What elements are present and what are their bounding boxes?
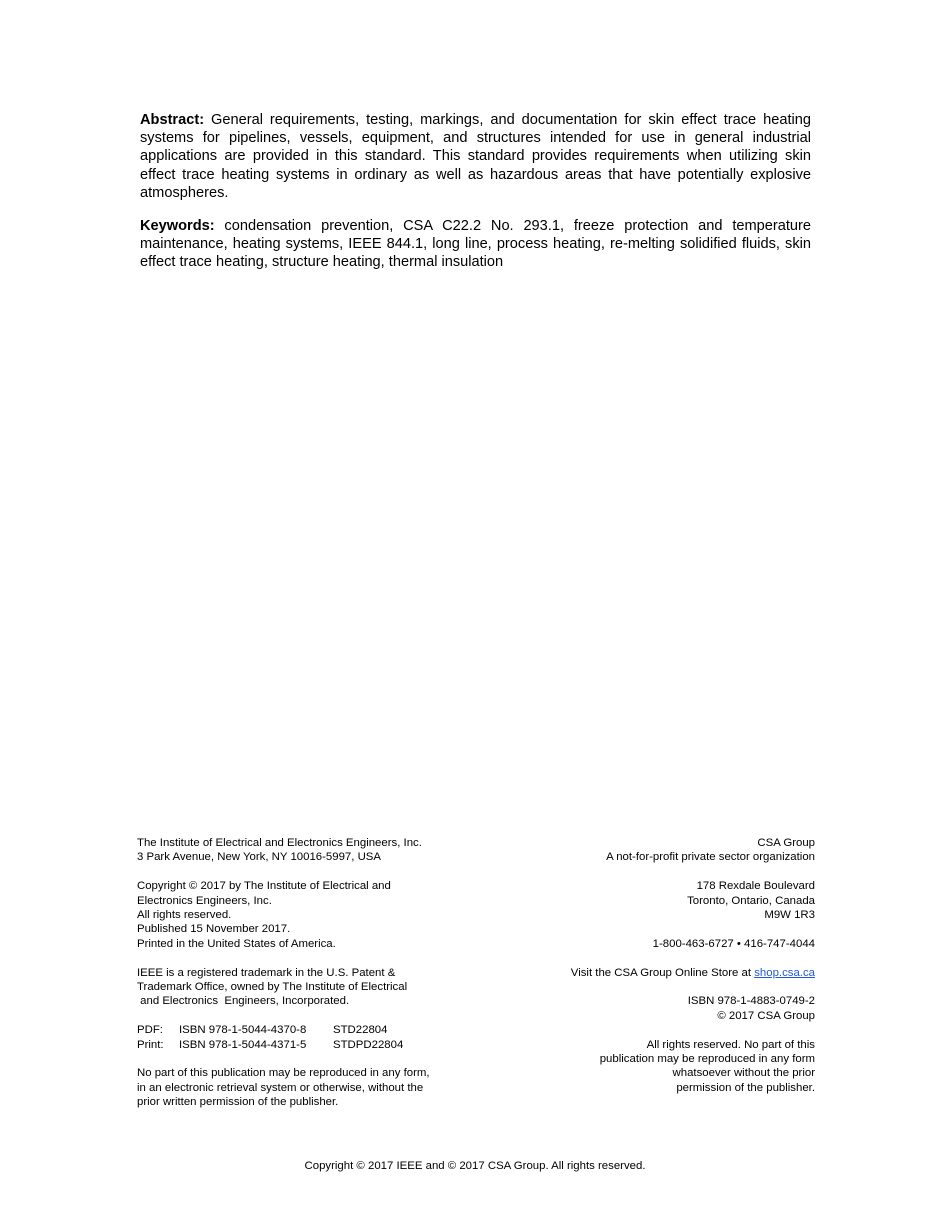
ieee-notice-line: in an electronic retrieval system or otherwise, without the <box>137 1081 424 1094</box>
csa-notice-group <box>475 1038 815 1096</box>
csa-store-line <box>475 966 815 980</box>
ieee-notice-group <box>137 1066 477 1109</box>
csa-store-group <box>475 966 815 980</box>
ieee-isbn-group <box>137 1023 477 1052</box>
ieee-trademark-line: IEEE is a registered trademark in the U.S. Patent & <box>137 966 396 979</box>
ieee-copyright-line: Printed in the United States of America. <box>137 937 336 950</box>
isbn-print-label: Print: <box>137 1038 164 1051</box>
isbn-print-code: STDPD22804 <box>333 1038 404 1051</box>
csa-org-desc: A not-for-profit private sector organization <box>606 851 815 864</box>
csa-phone-group <box>475 937 815 951</box>
ieee-trademark-line: and Electronics Engineers, Incorporated. <box>137 995 350 1008</box>
ieee-address: 3 Park Avenue, New York, NY 10016-5997, USA <box>137 851 382 864</box>
isbn-pdf-row <box>137 1023 477 1037</box>
isbn-pdf-code: STD22804 <box>333 1024 388 1037</box>
keywords-paragraph <box>140 217 811 272</box>
csa-notice-line: All rights reserved. No part of this <box>646 1038 815 1051</box>
abstract-paragraph <box>140 111 811 202</box>
csa-publisher-info <box>475 836 815 1110</box>
csa-store-text: Visit the CSA Group Online Store at <box>570 966 755 979</box>
ieee-notice-line: No part of this publication may be reproduced in any form, <box>137 1067 430 1080</box>
csa-isbn: ISBN 978-1-4883-0749-2 <box>687 995 815 1008</box>
abstract-label: Abstract: <box>140 112 205 128</box>
keywords-label: Keywords: <box>140 218 215 235</box>
ieee-trademark-line: Trademark Office, owned by The Institute of Electrical <box>137 981 408 994</box>
csa-copyright: © 2017 CSA Group <box>717 1009 815 1022</box>
csa-store-link[interactable]: shop.csa.ca <box>754 966 815 979</box>
abstract-text: General requirements, testing, markings, and documentation for skin effect trace heating systems for pipelines, vessels, equipment, and structures intended for use in general industrial applications are provided in this standard. This standard provides requirements when utilizing skin effect trace heating systems in ordinary as well as hazardous areas that have potentially explosive atmospheres. <box>140 112 811 201</box>
csa-address-group <box>475 879 815 922</box>
csa-notice-line: whatsoever without the prior <box>672 1067 815 1080</box>
isbn-print-row <box>137 1038 477 1052</box>
ieee-copyright-line: Published 15 November 2017. <box>137 923 291 936</box>
ieee-publisher-info <box>137 836 477 1124</box>
csa-notice-line: publication may be reproduced in any form <box>599 1053 815 1066</box>
ieee-copyright-group <box>137 879 477 951</box>
ieee-org-name: The Institute of Electrical and Electronics Engineers, Inc. <box>137 837 422 849</box>
ieee-notice-line: prior written permission of the publisher. <box>137 1096 339 1109</box>
keywords-text: condensation prevention, CSA C22.2 No. 293.1, freeze protection and temperature maintenance, heating systems, IEEE 844.1, long line, process heating, re-melting solidified fluids, skin effect trace heating, structure heating, thermal insulation <box>140 218 811 271</box>
abstract-keywords-section <box>140 111 811 287</box>
isbn-print-number: ISBN 978-1-5044-4371-5 <box>179 1038 307 1051</box>
csa-org-name: CSA Group <box>757 837 815 849</box>
csa-address-line: 178 Rexdale Boulevard <box>696 880 815 893</box>
page-footer-copyright: Copyright © 2017 IEEE and © 2017 CSA Group. All rights reserved. <box>304 1160 646 1172</box>
csa-isbn-group <box>475 994 815 1023</box>
ieee-copyright-line: Electronics Engineers, Inc. <box>137 894 272 907</box>
csa-address-line: M9W 1R3 <box>764 909 815 922</box>
ieee-trademark-group <box>137 966 477 1009</box>
ieee-copyright-line: All rights reserved. <box>137 909 232 922</box>
isbn-pdf-label: PDF: <box>137 1024 163 1037</box>
csa-notice-line: permission of the publisher. <box>676 1081 815 1094</box>
csa-address-line: Toronto, Ontario, Canada <box>687 894 815 907</box>
ieee-address-group <box>137 836 477 865</box>
csa-org-group <box>475 836 815 865</box>
csa-phone: 1-800-463-6727 • 416-747-4044 <box>652 937 815 950</box>
isbn-pdf-number: ISBN 978-1-5044-4370-8 <box>179 1024 307 1037</box>
ieee-copyright-line: Copyright © 2017 by The Institute of Electrical and <box>137 880 391 893</box>
